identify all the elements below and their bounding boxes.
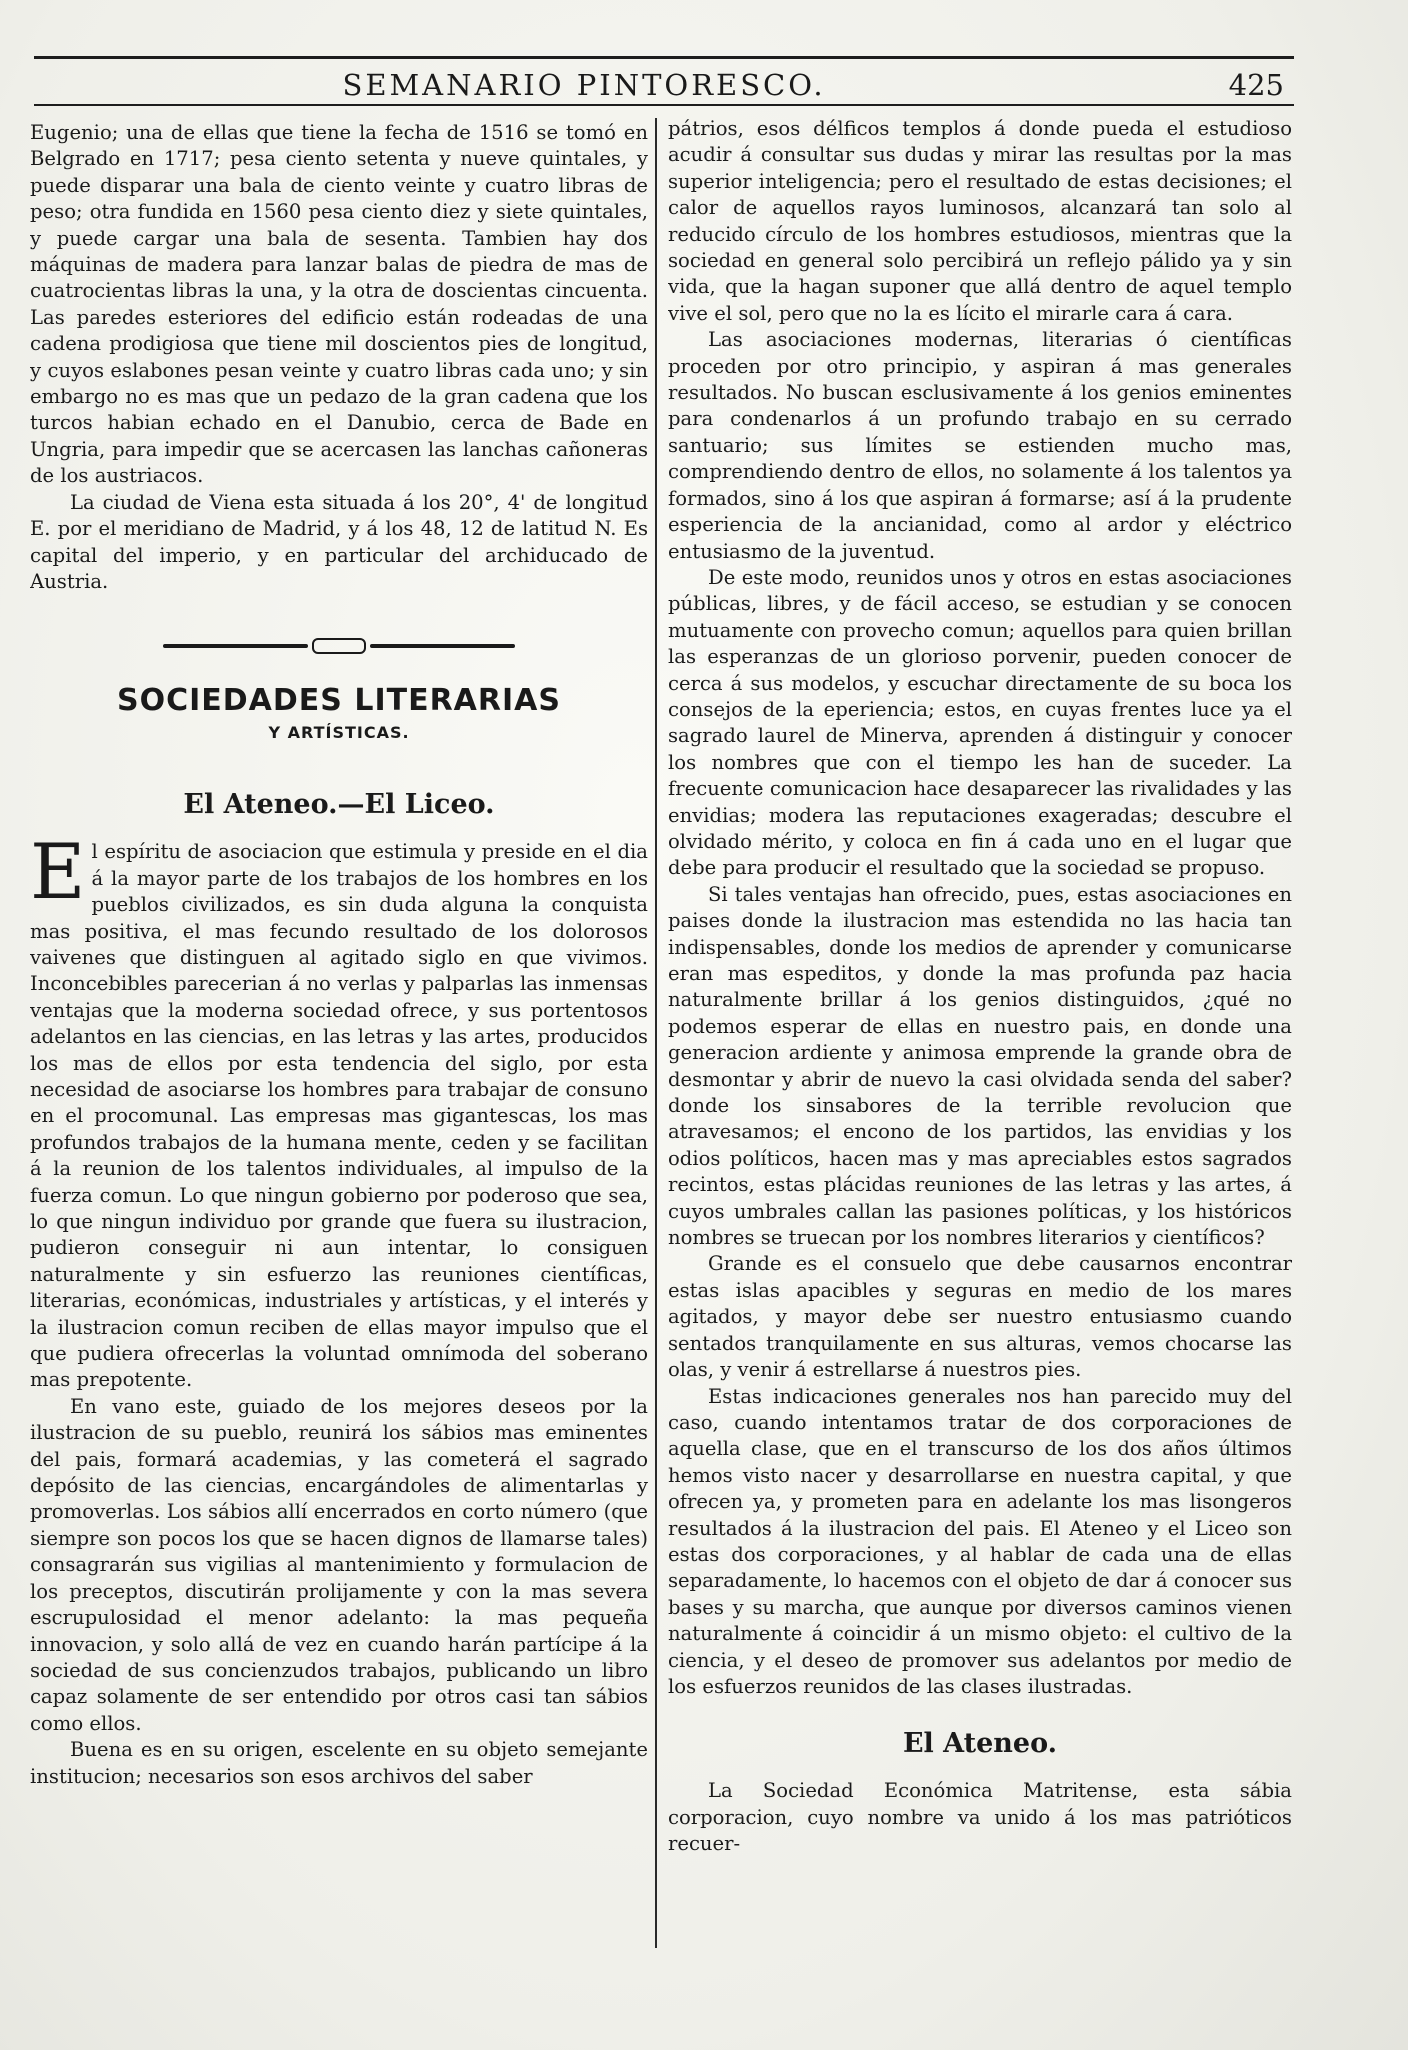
right-column — [668, 116, 1292, 1956]
left-paragraph-1: Eugenio; una de ellas que tiene la fecha de 1516 se tomó en Belgrado en 1717; pesa ciento setenta y nueve quintales, y puede disparar una bala de ciento veinte y cuatro libras de peso; otra fundida en 1560 pesa ciento diez y siete quintales, y puede cargar una bala de sesenta. Tambien hay dos máquinas de madera para lanzar balas de piedra de mas de cuatrocientas libras la una, y la otra de doscientas cincuenta. Las paredes esteriores del edificio están rodeadas de una cadena prodigiosa que tiene mil doscientos pies de longitud, y cuyos eslabones pesan veinte y cuatro libras cada uno; y sin embargo no es mas que un pedazo de la gran cadena que los turcos habian echado en el Danubio, cerca de Bade en Ungria, para impedir que se acercasen las lanchas cañoneras de los austriacos. — [30, 121, 648, 488]
right-paragraph-1: pátrios, esos délficos templos á donde pueda el estudioso acudir á consultar sus dudas y mirar las resultas por la mas superior inteligencia; pero el resultado de estas decisiones; el calor de aquellos rayos luminosos, alcanzará tan solo al reducido círculo de los hombres estudiosos, mientras que la sociedad en general solo percibirá un reflejo pálido ya y sin vida, que la hagan suponer que allá dentro de aquel templo vive el sol, pero que no la es lícito el mirarle cara á cara. — [668, 117, 1292, 325]
left-paragraph-4: Buena es en su origen, escelente en su objeto semejante institucion; necesarios son esos archivos del saber — [30, 1738, 648, 1788]
page-number: 425 — [1228, 68, 1284, 102]
right-paragraph-2: Las asociaciones modernas, literarias ó científicas proceden por otro principio, y aspiran á mas generales resultados. No buscan esclusivamente á los genios eminentes para condenarlos á un profundo trabajo en su cerrado santuario; sus límites se estienden mucho mas, comprendiendo dentro de ellos, no solamente á los talentos ya formados, sino á los que aspiran á formarse; así á la prudente esperiencia de la ancianidad, como al ardor y eléctrico entusiasmo de la juventud. — [668, 328, 1292, 563]
publication-title: SEMANARIO PINTORESCO. — [342, 68, 826, 102]
right-paragraph-4: Si tales ventajas han ofrecido, pues, estas asociaciones en paises donde la ilustracion mas estendida no las hacia tan indispensables, donde los medios de aprender y comunicarse eran mas espeditos, y donde la mas profunda paz hacia naturalmente brillar á los genios distinguidos, ¿qué no podemos esperar de ellas en nuestro pais, en donde una generacion ardiente y animosa emprende la grande obra de desmontar y abrir de nuevo la casi olvidada senda del saber? donde los sinsabores de la terrible revolucion que atravesamos; el encono de los partidos, las envidias y los odios políticos, hacen mas y mas apreciables estos sagrados recintos, estas plácidas reuniones de las letras y las artes, á cuyos umbrales callan las pasiones políticas, y los históricos nombres se truecan por los nombres literarios y científicos? — [668, 882, 1292, 1250]
header-top-rule — [34, 56, 1294, 59]
left-paragraph-3: En vano este, guiado de los mejores deseos por la ilustracion de su pueblo, reunirá los sábios mas eminentes del pais, formará academias, y las cometerá el sagrado depósito de las ciencias, encargándoles de alimentarlas y promoverlas. Los sábios allí encerrados en corto número (que siempre son pocos los que se hacen dignos de llamarse tales) consagrarán sus vigilias al mantenimiento y formulacion de los preceptos, discutirán prolijamente y con la mas severa escrupulosidad el menor adelanto: la mas pequeña innovacion, y solo allá de vez en cuando harán partícipe á la sociedad de sus concienzudos trabajos, publicando un libro capaz solamente de ser entendido por otros casi tan sábios como ellos. — [30, 1394, 648, 1735]
left-paragraph-2: La ciudad de Viena esta situada á los 20°, 4' de longitud E. por el meridiano de Madrid, y á los 48, 12 de latitud N. Es capital del imperio, y en particular del archiducado de Austria. — [30, 490, 648, 593]
drop-cap: E — [30, 827, 86, 917]
first-paragraph-text: l espíritu de asociacion que estimula y preside en el dia á la mayor parte de los trabajos de los hombres en los pueblos civilizados, es sin duda alguna la conquista mas positiva, el mas fecundo resultado de los dolorosos vaivenes que distinguen al agitado siglo en que vivimos. Inconcebibles parecerian á no verlas y palparlas las inmensas ventajas que la moderna sociedad ofrece, y sus portentosos adelantos en las ciencias, en las letras y las artes, producidos los mas de ellos por esta tendencia del siglo, por esta necesidad de asociarse los hombres para trabajar de consuno en el procomunal. Las empresas mas gigantescas, los mas profundos trabajos de la humana mente, ceden y se facilitan á la reunion de los talentos individuales, al impulso de la fuerza comun. Lo que ningun gobierno por poderoso que sea, lo que ningun individuo por grande que fuera su ilustracion, pudieron conseguir ni aun intentar, lo consiguen naturalmente y sin esfuerzo las reuniones científicas, literarias, económicas, industriales y artísticas, y el interés y la ilustracion comun reciben de ellas mayor impulso que el que pudiera ofrecerlas la voluntad omnímoda del soberano mas prepotente. — [30, 840, 648, 1392]
section-title: SOCIEDADES LITERARIAS — [117, 683, 561, 719]
page-header — [34, 66, 1294, 106]
column-divider — [655, 118, 657, 1948]
left-column — [30, 120, 648, 1960]
subheading-ateneo: El Ateneo. — [902, 1728, 1058, 1760]
right-paragraph-5: Grande es el consuelo que debe causarnos encontrar estas islas apacibles y seguras en medio de los mares agitados, y mayor debe ser nuestro entusiasmo cuando sentados tranquilamente en sus alturas, vemos chocarse las olas, y venir á estrellarse á nuestros pies. — [668, 1252, 1292, 1382]
right-paragraph-3: De este modo, reunidos unos y otros en estas asociaciones públicas, libres, y de fácil acceso, se estudian y se conocen mutuamente con provecho comun; aquellos para quien brillan las esperanzas de un glorioso porvenir, pueden conocer de cerca á sus modelos, y escuchar directamente de su boca los consejos de la eperiencia; estos, en cuyas frentes luce ya el sagrado laurel de Minerva, aprenden á distinguir y conocer los nombres que con el tiempo les han de suceder. La frecuente comunicacion hace desaparecer las rivalidades y las envidias; modera las reputaciones exageradas; descubre el olvidado mérito, y coloca en fin á cada uno en el lugar que debe para producir el resultado que la sociedad se propuso. — [668, 565, 1292, 880]
right-paragraph-6: Estas indicaciones generales nos han parecido muy del caso, cuando intentamos tratar de dos corporaciones de aquella clase, que en el transcurso de los dos años últimos hemos visto nacer y desarrollarse en nuestra capital, y que ofrecen ya, y prometen para en adelante los mas lisongeros resultados á la ilustracion del pais. El Ateneo y el Liceo son estas dos corporaciones, y al hablar de cada una de ellas separadamente, lo hacemos con el objeto de dar á conocer sus bases y su marcha, que aunque por diversos caminos vienen naturalmente á coincidir á un mismo objeto: el cultivo de la ciencia, y el deseo de promover sus adelantos por medio de los esfuerzos reunidos de las clases ilustradas. — [668, 1384, 1292, 1698]
section-ornament — [30, 639, 648, 653]
right-final-paragraph: La Sociedad Económica Matritense, esta sábia corporacion, cuyo nombre va unido á los mas patrióticos recuer- — [668, 1779, 1292, 1856]
article-first-paragraph — [30, 827, 648, 1394]
article-heading: El Ateneo.—El Liceo. — [183, 789, 495, 821]
header-bottom-rule — [34, 104, 1294, 106]
section-subtitle: Y ARTÍSTICAS. — [268, 723, 410, 743]
